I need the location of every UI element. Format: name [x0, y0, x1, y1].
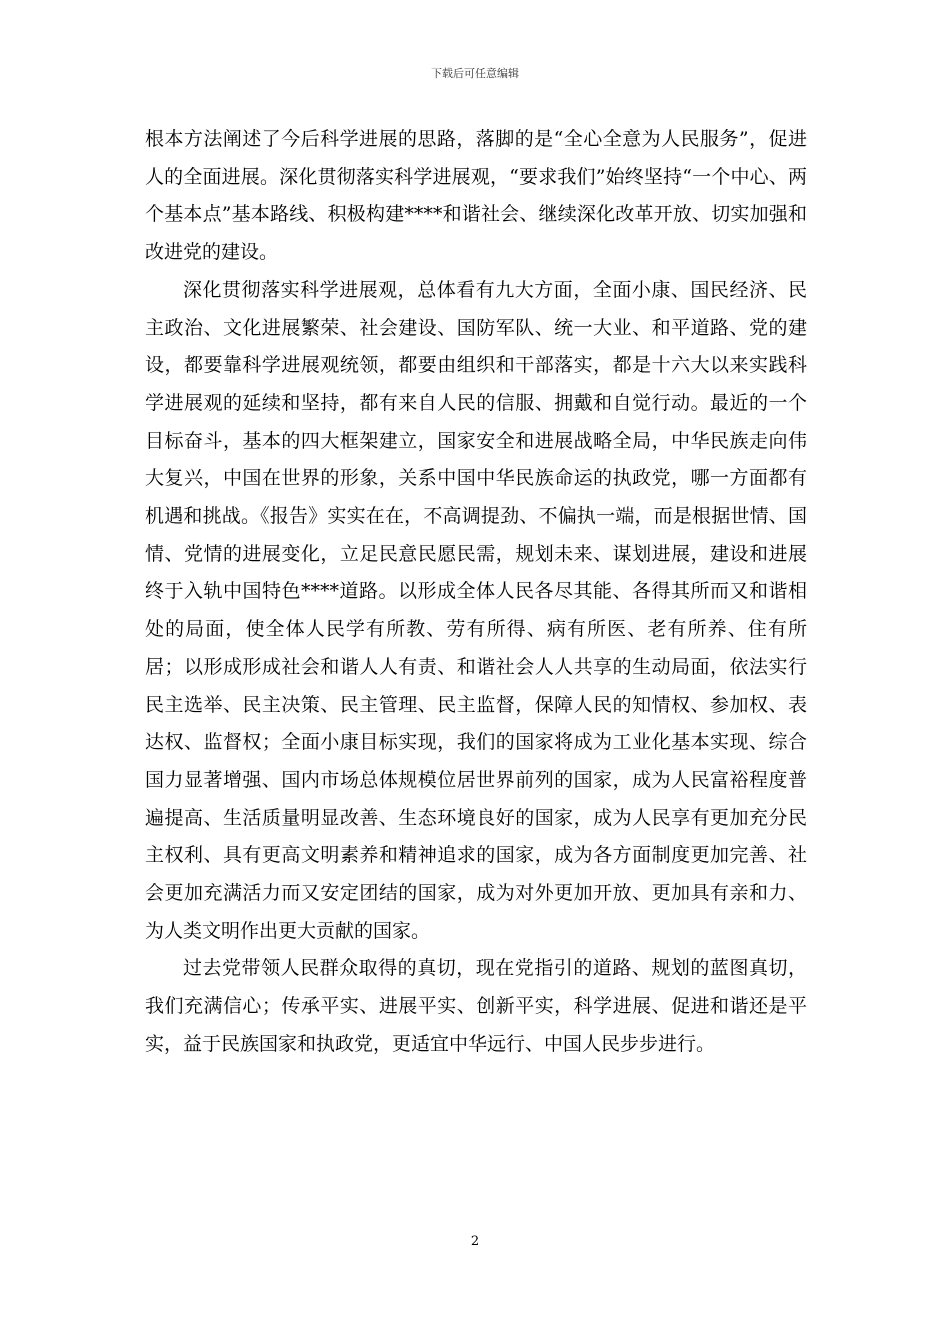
paragraph-nine-aspects: 深化贯彻落实科学进展观，总体看有九大方面，全面小康、国民经济、民主政治、文化进展繁荣、社会建设、国防军队、统一大业、和平道路、党的建设，都要靠科学进展观统领，都要由组织和干部落实，都是十六大以来实践科学进展观的延续和坚持，都有来自人民的信服、拥戴和自觉行动。最近的一个目标奋斗，基本的四大框架建立，国家安全和进展战略全局，中华民族走向伟大复兴，中国在世界的形象，关系中国中华民族命运的执政党，哪一方面都有机遇和挑战。《报告》实实在在，不高调提劲、不偏执一端，而是根据世情、国情、党情的进展变化，立足民意民愿民需，规划未来、谋划进展，建设和进展终于入轨中国特色****道路。以形成全体人民各尽其能、各得其所而又和谐相处的局面，使全体人民学有所教、劳有所得、病有所医、老有所养、住有所居；以形成形成社会和谐人人有责、和谐社会人人共享的生动局面，依法实行民主选举、民主决策、民主管理、民主监督，保障人民的知情权、参加权、表达权、监督权；全面小康目标实现，我们的国家将成为工业化基本实现、综合国力显著增强、国内市场总体规模位居世界前列的国家，成为人民富裕程度普遍提高、生活质量明显改善、生态环境良好的国家，成为人民享有更加充分民主权利、具有更高文明素养和精神追求的国家，成为各方面制度更加完善、社会更加充满活力而又安定团结的国家，成为对外更加开放、更加具有亲和力、为人类文明作出更大贡献的国家。 — [145, 278, 807, 942]
paragraph-conclusion: 过去党带领人民群众取得的真切，现在党指引的道路、规划的蓝图真切，我们充满信心；传承平实、进展平实、创新平实，科学进展、促进和谐还是平实，益于民族国家和执政党，更适宜中华远行、中国人民步步进行。 — [145, 957, 807, 1055]
paragraph-continuation: 根本方法阐述了今后科学进展的思路，落脚的是“全心全意为人民服务”，促进人的全面进展。深化贯彻落实科学进展观，“要求我们”始终坚持“一个中心、两个基本点”基本路线、积极构建****和谐社会、继续深化改革开放、切实加强和改进党的建设。 — [145, 128, 807, 264]
page-number: 2 — [470, 1234, 480, 1249]
page-header: 下载后可任意编辑 — [431, 67, 519, 80]
document-body — [145, 121, 807, 1064]
